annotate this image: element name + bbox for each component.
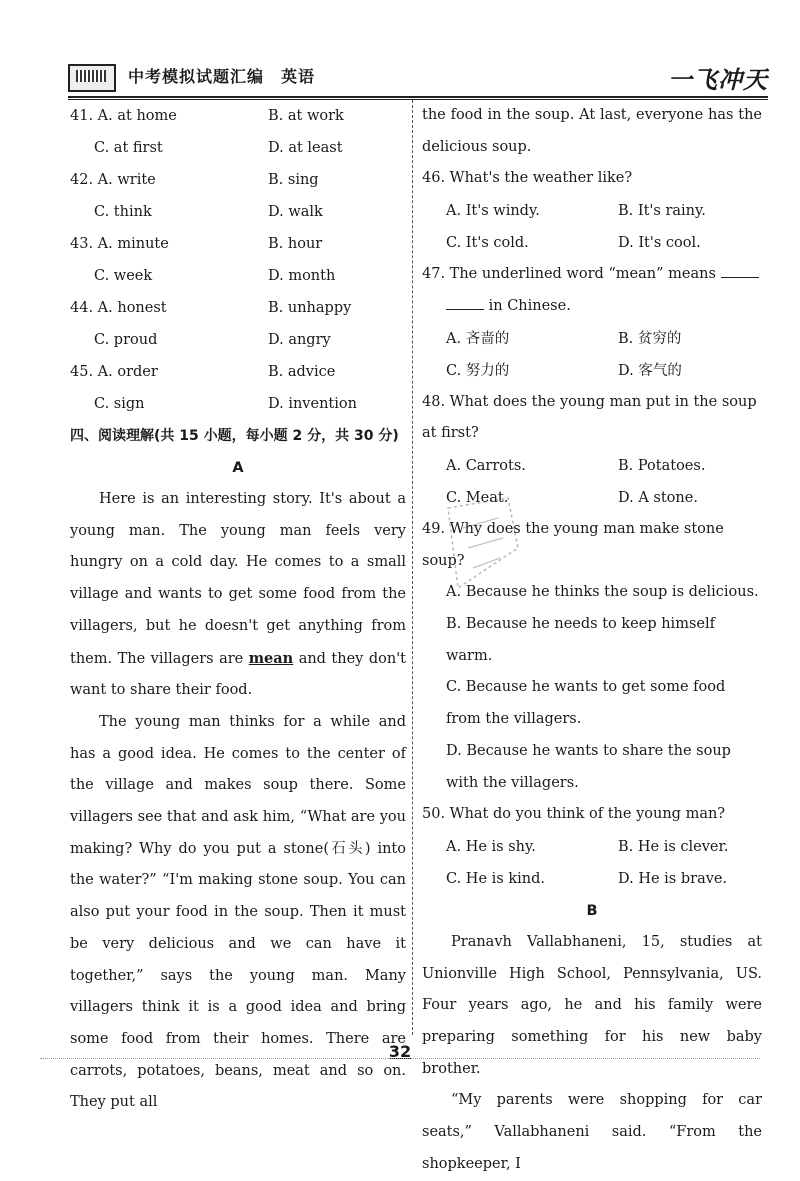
section-heading: 四、阅读理解(共 15 小题，每小题 2 分，共 30 分) [70,428,399,444]
option-b: B. unhappy [268,300,352,316]
paragraph-text: and they don't want to share their food. [70,650,407,699]
option-c: C. proud [94,332,158,348]
left-column [70,100,406,1119]
option-row [70,100,406,132]
option-c: C. Because he wants to get some food from the villagers. [446,679,726,728]
option-row [422,195,762,227]
option-d: D. angry [268,332,331,348]
question-stem: 47. The underlined word “mean” means [422,266,716,283]
option-row [422,863,762,895]
option-c: C. Meat. [446,489,509,506]
header-rule [68,96,768,98]
question-47-cont [422,291,762,323]
option-row [70,196,406,228]
option-b: B. at work [268,108,344,124]
option-row [70,356,406,388]
option-d: D. walk [268,204,323,220]
option-d: D. month [268,268,336,284]
option-a: 43. A. minute [70,236,169,252]
option-a: A. Because he thinks the soup is delicious. [446,584,759,601]
passage-b-label: B [586,902,598,919]
brand-title: 一飞冲天 [668,65,768,94]
option-c: C. He is kind. [446,870,545,887]
option-row [70,260,406,292]
option-d: D. 客气的 [618,362,682,379]
page-number-text: 32 [388,1042,412,1061]
option-b: B. 贫穷的 [618,330,682,347]
passage-a-continued: the food in the soup. At last, everyone has the delicious soup. [422,107,762,155]
option-a: A. He is shy. [446,838,536,855]
question-stem: in Chinese. [488,297,571,314]
book-logo-icon [68,64,116,92]
cloze-options [70,100,406,420]
passage-a-paragraph-1 [70,484,406,707]
footer-rule [40,1058,760,1059]
header-title: 中考模拟试题汇编 英语 [128,67,316,86]
option-d: D. Because he wants to share the soup with the villagers. [446,742,731,791]
option-row [70,164,406,196]
passage-a-paragraph-2: The young man thinks for a while and has a good idea. He comes to the center of the village and makes soup there. Some villagers see that and ask him, “What are you making? Why do you put a stone(石头) into the water?” “I'm making stone soup. You can also put your food in the soup. Then it must be very delicious and we can have it together,” says the young man. Many villagers think it is a good idea and bring some food from their homes. There are carrots, potatoes, beans, meat and so on. They put all [70,713,406,1111]
option-d: D. He is brave. [618,870,728,887]
page-header [68,60,768,96]
option-d: D. A stone. [618,489,698,506]
question-48: 48. What does the young man put in the soup at first? [422,393,757,442]
question-46: 46. What's the weather like? [422,170,633,187]
watermark-stamp-icon [438,488,528,598]
option-row [422,450,762,482]
option-row [422,227,762,259]
question-49: 49. Why does the young man make stone soup? [422,520,724,569]
option-d: D. at least [268,140,343,156]
option-a: 45. A. order [70,364,158,380]
option-b: B. advice [268,364,336,380]
option-row [70,292,406,324]
option-b: B. hour [268,236,323,252]
underlined-word: mean [248,649,294,667]
option-c: C. It's cold. [446,235,529,252]
option-c: C. think [94,204,152,220]
option-c: C. 努力的 [446,362,510,379]
option-a: A. It's windy. [446,203,540,220]
option-b: B. Because he needs to keep himself warm. [446,616,715,664]
option-row [70,228,406,260]
option-b: B. He is clever. [618,838,729,855]
option-a: 42. A. write [70,172,156,188]
option-c: C. week [94,268,153,284]
option-c: C. sign [94,396,145,412]
passage-a-label: A [232,460,244,476]
option-a: 41. A. at home [70,108,177,124]
option-row [422,323,762,355]
answer-blank [446,295,484,310]
option-d: D. invention [268,396,357,412]
question-50: 50. What do you think of the young man? [422,806,726,823]
option-row [70,132,406,164]
option-row [70,324,406,356]
question-47 [422,259,762,291]
option-b: B. It's rainy. [618,203,706,220]
answer-blank [721,263,759,278]
option-c: C. at first [94,140,163,156]
option-b: B. sing [268,172,319,188]
option-b: B. Potatoes. [618,457,706,474]
option-d: D. It's cool. [618,235,701,252]
option-a: A. Carrots. [446,457,526,474]
right-column [422,100,762,1181]
option-a: 44. A. honest [70,300,167,316]
option-row [70,388,406,420]
column-divider [412,100,413,1035]
option-row [422,831,762,863]
passage-b-paragraph-2: “My parents were shopping for car seats,” Vallabhaneni said. “From the shopkeeper, I [422,1092,762,1172]
option-a: A. 吝啬的 [446,330,510,347]
option-row [422,355,762,387]
passage-b-paragraph-1: Pranavh Vallabhaneni, 15, studies at Unionville High School, Pennsylvania, US. Four years ago, he and his family were preparing something for his new baby brother. [422,933,762,1077]
paragraph-text: Here is an interesting story. It's about a young man. The young man feels very hungry on a cold day. He comes to a small village and wants to get some food from the villagers, but he doesn't get anything from them. The villagers are [70,491,406,667]
